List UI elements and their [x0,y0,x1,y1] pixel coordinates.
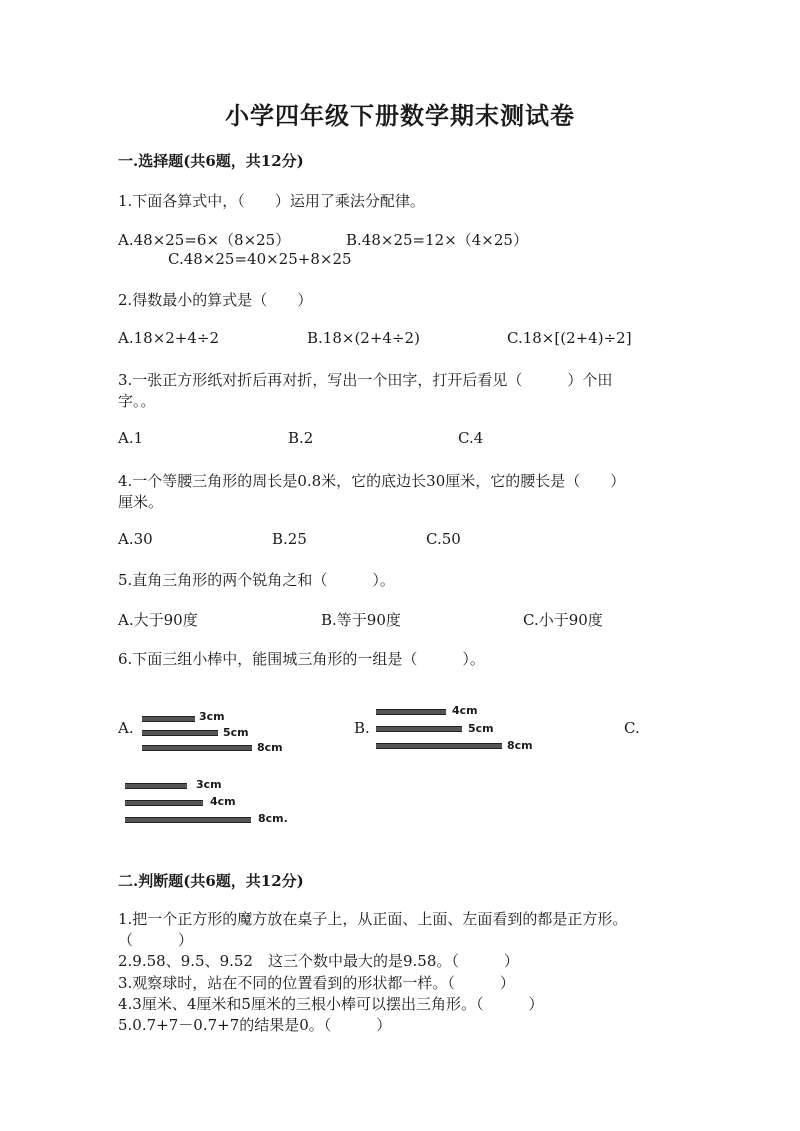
stick-label: 5cm [468,722,494,735]
question-3-line2: 字。。 [118,392,156,410]
q3-option-a: A.1 [118,429,144,447]
stick-3cm [142,716,195,722]
judgement-item: 1.把一个正方形的魔方放在桌子上，从正面、上面、左面看到的都是正方形。 [118,910,628,928]
q2-option-a: A.18×2+4÷2 [118,329,220,347]
q4-option-b: B.25 [272,530,307,548]
question-3-line1: 3.一张正方形纸对折后再对折，写出一个田字，打开后看见（ ）个田 [118,371,613,389]
judgement-item: 3.观察球时，站在不同的位置看到的形状都一样。（ ） [118,974,515,992]
stick-label: 8cm [507,739,533,752]
question-1: 1.下面各算式中，（ ）运用了乘法分配律。 [118,192,425,210]
page-title: 小学四年级下册数学期末测试卷 [225,101,575,130]
q6-option-a: A. [118,719,134,737]
q3-option-b: B.2 [288,429,314,447]
stick-label: 8cm. [258,812,288,825]
stick-label: 3cm [199,710,225,723]
q3-option-c: C.4 [458,429,484,447]
question-5: 5.直角三角形的两个锐角之和（ ）。 [118,571,395,589]
q5-option-a: A.大于90度 [118,611,198,629]
stick-label: 4cm [452,704,478,717]
question-6: 6.下面三组小棒中，能围城三角形的一组是（ ）。 [118,650,485,668]
q2-option-b: B.18×(2+4÷2) [307,329,420,347]
section-heading-choice: 一.选择题(共6题，共12分) [118,152,304,170]
stick-3cm [125,783,187,789]
stick-4cm [376,709,446,715]
stick-label: 8cm [257,741,283,754]
stick-8cm [376,743,502,749]
stick-label: 4cm [210,795,236,808]
stick-label: 3cm [196,778,222,791]
judgement-item: 2.9.58、9.5、9.52 这三个数中最大的是9.58。（ ） [118,952,519,970]
q2-option-c: C.18×[(2+4)÷2] [507,329,632,347]
question-4-line2: 厘米。 [118,493,164,511]
stick-5cm [376,726,462,732]
judgement-item: 5.0.7+7－0.7+7的结果是0。（ ） [118,1016,392,1034]
judgement-item: 4.3厘米、4厘米和5厘米的三根小棒可以摆出三角形。（ ） [118,995,544,1013]
q5-option-b: B.等于90度 [321,611,401,629]
stick-label: 5cm [223,726,249,739]
q4-option-a: A.30 [118,530,153,548]
q5-option-c: C.小于90度 [523,611,603,629]
question-4-line1: 4.一个等腰三角形的周长是0.8米，它的底边长30厘米，它的腰长是（ ） [118,472,626,490]
q6-option-c: C. [624,719,640,737]
section-heading-judgement: 二.判断题(共6题，共12分) [118,872,304,890]
judgement-item: （ ） [118,931,194,949]
q6-option-b: B. [354,719,370,737]
stick-8cm [142,745,252,751]
stick-4cm [125,800,203,806]
stick-5cm [142,730,218,736]
stick-8cm [125,817,251,823]
q4-option-c: C.50 [426,530,461,548]
question-2: 2.得数最小的算式是（ ） [118,291,313,309]
q1-option-b: B.48×25=12×（4×25） [346,231,528,249]
q1-option-a: A.48×25=6×（8×25） [118,231,291,249]
q1-option-c: C.48×25=40×25+8×25 [168,250,352,268]
